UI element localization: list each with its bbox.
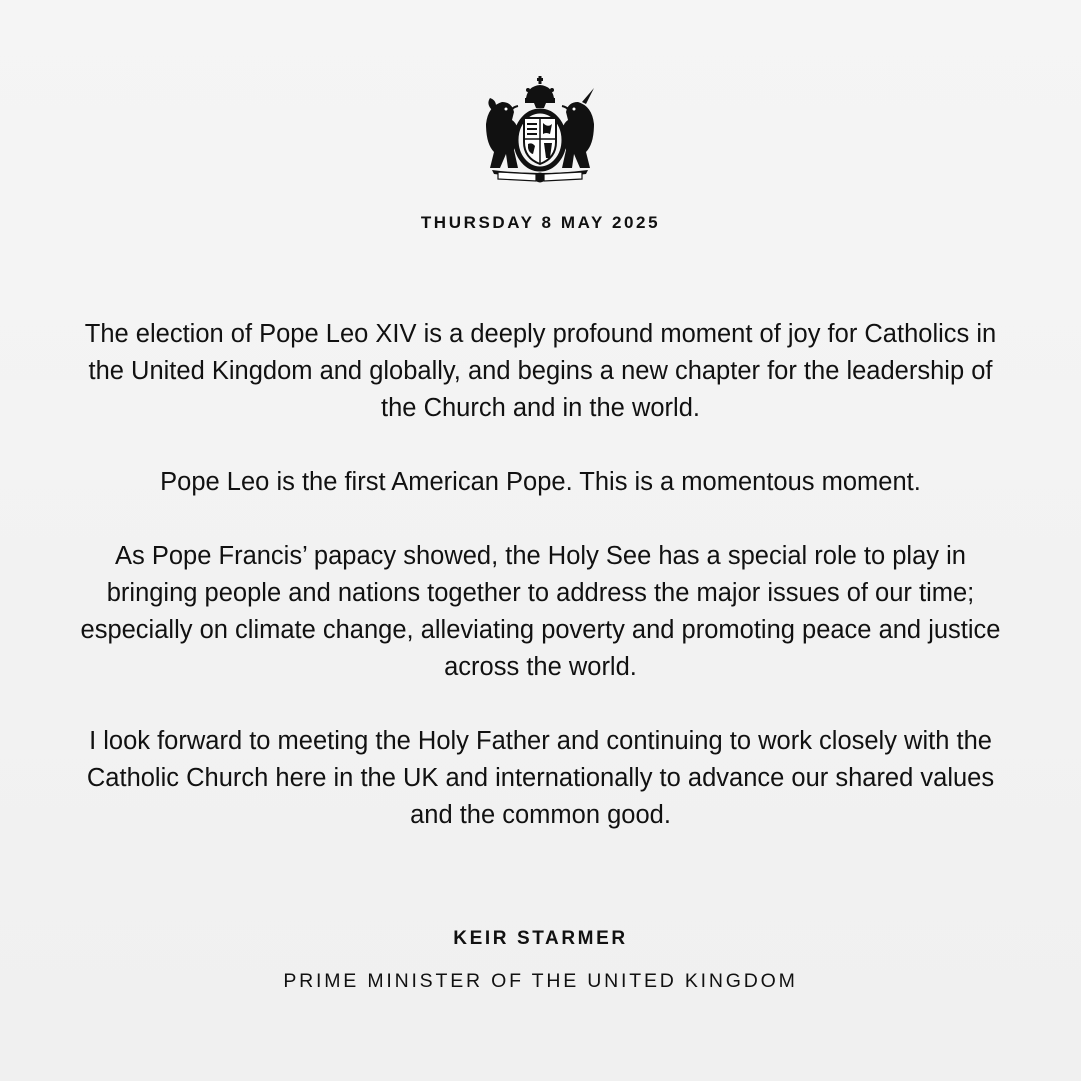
statement-paragraph: I look forward to meeting the Holy Father and continuing to work closely with the Catholic Church here in the UK and internationally to advance our shared values and the common good. (86, 727, 995, 829)
royal-coat-of-arms-icon (478, 76, 602, 184)
signatory-title: PRIME MINISTER OF THE UNITED KINGDOM (283, 970, 798, 992)
signatory-name: KEIR STARMER (453, 928, 628, 949)
statement-paragraph: Pope Leo is the first American Pope. This is a momentous moment. (160, 468, 921, 496)
statement-date: THURSDAY 8 MAY 2025 (420, 213, 661, 232)
statement-body (80, 316, 1001, 871)
statement-paragraph: As Pope Francis’ papacy showed, the Holy See has a special role to play in bringing people and nations together to address the major issues of our time; especially on climate change, alleviating poverty and promoting peace and justice across the world. (80, 542, 1001, 681)
statement-paragraph: The election of Pope Leo XIV is a deeply profound moment of joy for Catholics in the United Kingdom and globally, and begins a new chapter for the leadership of the Church and in the world. (84, 320, 997, 422)
